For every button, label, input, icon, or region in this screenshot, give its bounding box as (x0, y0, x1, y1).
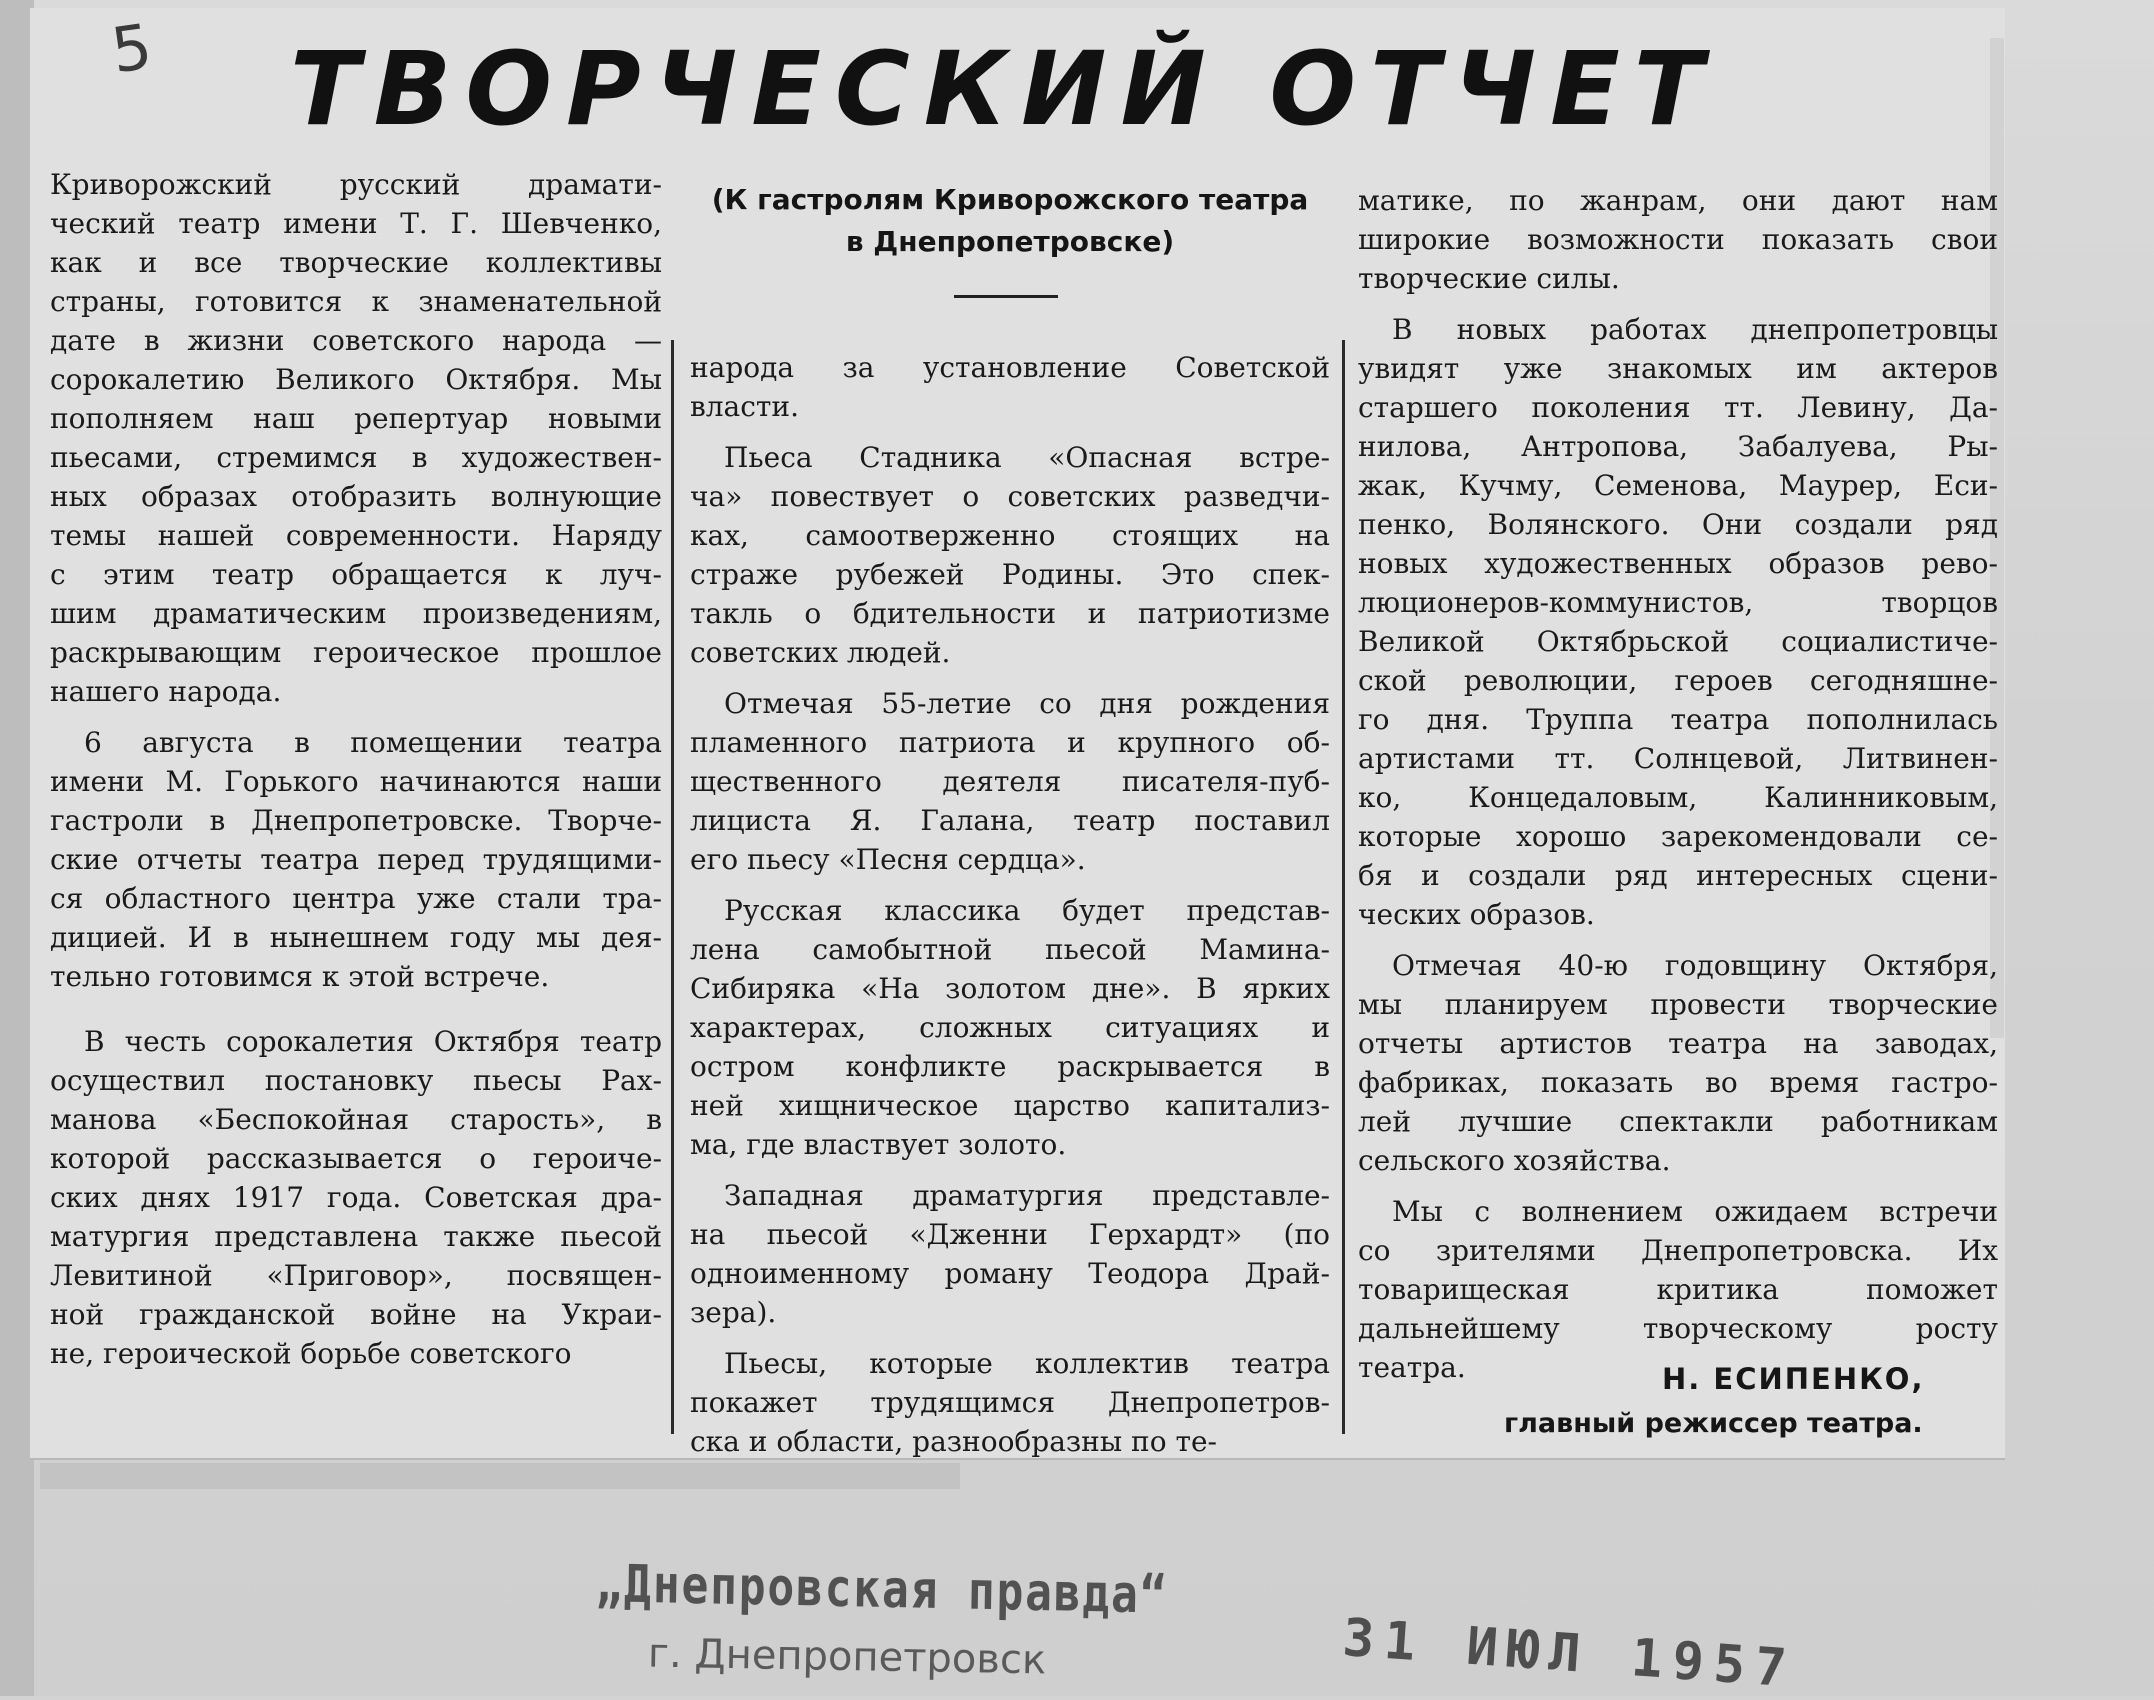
article-line: ся областного центра уже стали тра- (50, 882, 662, 915)
bleed-through-shadow (40, 1463, 960, 1489)
article-line: Отмечая 40-ю годовщину Октября, (1392, 949, 1998, 982)
archive-stamp-newspaper: „Днепровская правда“ (595, 1554, 1169, 1626)
article-line: ские отчеты театра перед трудящими- (50, 843, 662, 876)
article-line: пенко, Волянского. Они создали ряд (1358, 508, 1998, 541)
article-line: шим драматическим произведениям, (50, 597, 662, 630)
article-line: Пьесы, которые коллектив театра (724, 1347, 1330, 1380)
article-line: театра. (1358, 1351, 1466, 1384)
article-line: которые хорошо зарекомендовали се- (1358, 820, 1998, 853)
article-line: дальнейшему творческому росту (1358, 1312, 1998, 1345)
subtitle-line: в Днепропетровске) (845, 225, 1175, 258)
article-line: пьесами, стремимся в художествен- (50, 441, 662, 474)
article-line: нилова, Антропова, Забалуева, Ры- (1358, 430, 1998, 463)
article-line: гастроли в Днепропетровске. Творче- (50, 804, 662, 837)
article-line: раскрывающим героическое прошлое (50, 636, 662, 669)
article-line: широкие возможности показать свои (1358, 223, 1998, 256)
article-line: старшего поколения тт. Левину, Да- (1358, 391, 1998, 424)
article-line: ной гражданской войне на Украи- (50, 1298, 662, 1331)
article-line: матике, по жанрам, они дают нам (1358, 184, 1998, 217)
handwritten-page-number: 5 (107, 9, 157, 88)
article-line: на пьесой «Дженни Герхардт» (по (690, 1218, 1330, 1251)
article-line: В честь сорокалетия Октября театр (84, 1025, 662, 1058)
article-line: ней хищническое царство капитализ- (690, 1089, 1330, 1122)
article-line: ма, где властвует золото. (690, 1128, 1067, 1161)
article-line: зера). (690, 1296, 777, 1329)
article-line: творческие силы. (1358, 262, 1620, 295)
article-line: сорокалетию Великого Октября. Мы (50, 363, 662, 396)
archive-stamp-date: 31 ИЮЛ 1957 (1340, 1608, 1799, 1700)
article-line: го дня. Труппа театра пополнилась (1358, 703, 1998, 736)
article-line: которой рассказывается о героиче- (50, 1142, 662, 1175)
article-line: 6 августа в помещении театра (84, 726, 662, 759)
article-line: со зрителями Днепропетровска. Их (1358, 1234, 1998, 1267)
article-line: ских днях 1917 года. Советская дра- (50, 1181, 662, 1214)
article-line: покажет трудящимся Днепропетров- (690, 1386, 1330, 1419)
article-line: щественного деятеля писателя-пуб- (690, 765, 1330, 798)
article-line: имени М. Горького начинаются наши (50, 765, 662, 798)
article-line: как и все творческие коллективы (50, 246, 662, 279)
article-line: такль о бдительности и патриотизме (690, 597, 1330, 630)
article-line: лей лучшие спектакли работникам (1358, 1105, 1998, 1138)
article-line: фабриках, показать во время гастро- (1358, 1066, 1998, 1099)
article-line: ской революции, героев сегодняшне- (1358, 664, 1998, 697)
article-line: В новых работах днепропетровцы (1392, 313, 1998, 346)
article-line: Левитиной «Приговор», посвящен- (50, 1259, 662, 1292)
column-rule (1342, 340, 1345, 1434)
column-rule (671, 340, 674, 1434)
article-line: ска и области, разнообразны по те- (690, 1425, 1217, 1458)
article-column-2 (690, 348, 1330, 1461)
article-line: лициста Я. Галана, театр поставил (690, 804, 1330, 837)
author-title: главный режиссер театра. (1504, 1408, 1923, 1439)
article-line: артистами тт. Солнцевой, Литвинен- (1358, 742, 1998, 775)
article-line: Западная драматургия представле- (724, 1179, 1330, 1212)
article-line: страны, готовится к знаменательной (50, 285, 662, 318)
article-line: тельно готовимся к этой встрече. (50, 960, 550, 993)
article-line: народа за установление Советской (690, 351, 1330, 384)
article-line: сельского хозяйства. (1358, 1144, 1671, 1177)
article-line: темы нашей современности. Наряду (50, 519, 662, 552)
article-line: осуществил постановку пьесы Рах- (50, 1064, 662, 1097)
article-column-3 (1358, 181, 1998, 1387)
article-line: Криворожский русский драмати- (50, 168, 662, 201)
article-line: не, героической борьбе советского (50, 1337, 572, 1370)
subtitle-divider (954, 295, 1058, 298)
article-line: дицией. И в нынешнем году мы дея- (50, 921, 662, 954)
article-line: ческих образов. (1358, 898, 1595, 931)
scan-left-edge (0, 0, 34, 1696)
article-line: увидят уже знакомых им актеров (1358, 352, 1998, 385)
article-line: новых художественных образов рево- (1358, 547, 1998, 580)
article-line: ча» повествует о советских разведчи- (690, 480, 1330, 513)
article-line: Отмечая 55-летие со дня рождения (724, 687, 1330, 720)
article-line: Сибиряка «На золотом дне». В ярких (690, 972, 1330, 1005)
article-line: советских людей. (690, 636, 951, 669)
article-line: его пьесу «Песня сердца». (690, 843, 1086, 876)
article-line: Пьеса Стадника «Опасная встре- (724, 441, 1330, 474)
article-line: люционеров-коммунистов, творцов (1358, 586, 1998, 619)
article-line: одноименному роману Теодора Драй- (690, 1257, 1330, 1290)
article-line: бя и создали ряд интересных сцени- (1358, 859, 1998, 892)
article-line: нашего народа. (50, 675, 282, 708)
article-line: остром конфликте раскрывается в (690, 1050, 1330, 1083)
article-line: пламенного патриота и крупного об- (690, 726, 1330, 759)
article-line: лена самобытной пьесой Мамина- (690, 933, 1330, 966)
article-line: пополняем наш репертуар новыми (50, 402, 662, 435)
article-line: дате в жизни советского народа — (50, 324, 662, 357)
article-line: ческий театр имени Т. Г. Шевченко, (50, 207, 662, 240)
article-line: страже рубежей Родины. Это спек- (690, 558, 1330, 591)
archive-stamp-city: г. Днепропетровск (647, 1630, 1047, 1684)
article-line: власти. (690, 390, 799, 423)
article-line: ко, Концедаловым, Калинниковым, (1358, 781, 1998, 814)
article-line: матургия представлена также пьесой (50, 1220, 662, 1253)
author-name: Н. ЕСИПЕНКО, (1662, 1362, 1925, 1396)
article-line: жак, Кучму, Семенова, Маурер, Еси- (1358, 469, 1998, 502)
subtitle-line: (К гастролям Криворожского театра (711, 183, 1309, 216)
article-line: мы планируем провести творческие (1358, 988, 1998, 1021)
article-subtitle (690, 179, 1330, 263)
article-line: ках, самоотверженно стоящих на (690, 519, 1330, 552)
article-line: с этим театр обращается к луч- (50, 558, 662, 591)
article-line: ных образах отобразить волнующие (50, 480, 662, 513)
article-line: Великой Октябрьской социалистиче- (1358, 625, 1998, 658)
article-line: Мы с волнением ожидаем встречи (1392, 1195, 1998, 1228)
article-column-1 (50, 165, 662, 1373)
article-line: Русская классика будет представ- (724, 894, 1330, 927)
article-line: отчеты артистов театра на заводах, (1358, 1027, 1998, 1060)
article-line: товарищеская критика поможет (1358, 1273, 1998, 1306)
article-line: характерах, сложных ситуациях и (690, 1011, 1330, 1044)
article-headline: ТВОРЧЕСКИЙ ОТЧЕТ (290, 30, 1718, 149)
article-line: манова «Беспокойная старость», в (50, 1103, 662, 1136)
